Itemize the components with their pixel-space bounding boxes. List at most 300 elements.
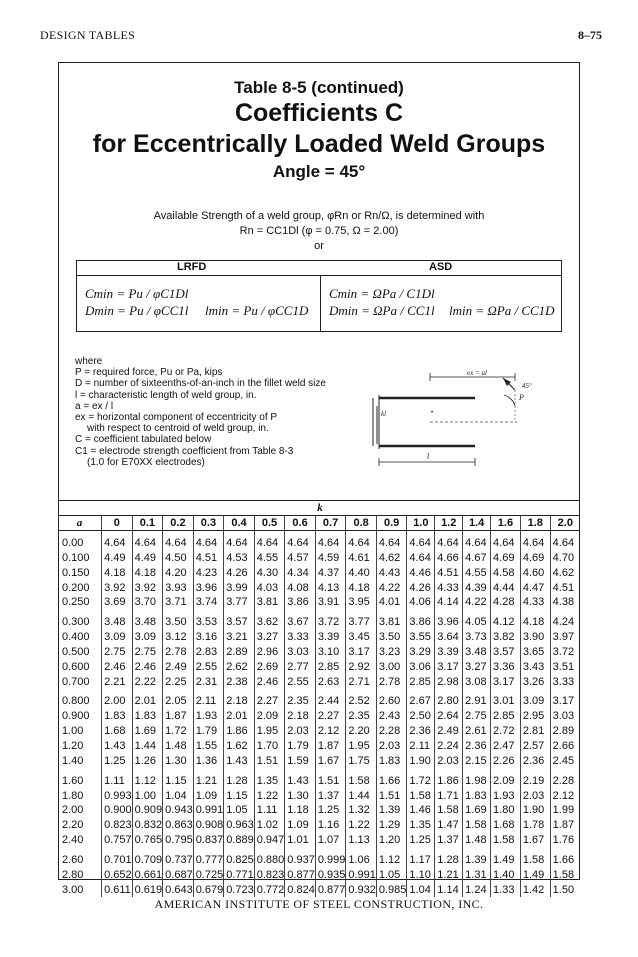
coefficient-cell: 1.04 bbox=[407, 883, 435, 898]
coefficient-cell: 4.38 bbox=[552, 596, 575, 609]
table-row bbox=[58, 551, 580, 566]
coefficient-cell: 1.05 bbox=[224, 803, 255, 818]
coefficient-cell: 3.86 bbox=[407, 615, 435, 630]
coefficient-cell: 1.95 bbox=[346, 739, 377, 754]
lrfd-lmin: lmin = Pu / φCC1D bbox=[205, 303, 309, 318]
coefficient-cell: 2.20 bbox=[346, 724, 377, 739]
coefficient-cell: 3.96 bbox=[435, 615, 463, 630]
coefficient-cell: 4.64 bbox=[102, 536, 133, 551]
coefficient-cell: 2.03 bbox=[285, 724, 316, 739]
coefficient-cell: 1.98 bbox=[463, 774, 491, 789]
coefficient-cell: 1.39 bbox=[463, 853, 491, 868]
a-value: 0.300 bbox=[58, 615, 102, 630]
coefficient-cell: 0.725 bbox=[193, 868, 224, 883]
coefficient-cell: 1.58 bbox=[346, 774, 377, 789]
coefficient-cell: 3.17 bbox=[346, 645, 377, 660]
coefficient-cell: 1.71 bbox=[435, 789, 463, 804]
coefficient-cell: 1.32 bbox=[346, 803, 377, 818]
coefficient-cell: 0.963 bbox=[224, 818, 255, 833]
coefficient-cell: 3.43 bbox=[520, 660, 550, 675]
coefficient-cell: 3.51 bbox=[552, 660, 575, 673]
coefficient-cell: 4.64 bbox=[376, 536, 407, 551]
coefficient-cell: 0.908 bbox=[193, 818, 224, 833]
coefficient-cell: 4.62 bbox=[552, 566, 575, 579]
coefficient-cell: 4.43 bbox=[376, 566, 407, 581]
coefficient-cell: 0.701 bbox=[102, 853, 133, 868]
where-line: l = characteristic length of weld group, in. bbox=[75, 389, 257, 401]
a-value: 2.80 bbox=[58, 868, 102, 883]
coefficient-cell: 4.37 bbox=[315, 566, 346, 581]
coefficient-cell: 2.49 bbox=[435, 724, 463, 739]
coefficient-cell: 0.909 bbox=[132, 803, 163, 818]
coefficient-cell: 1.28 bbox=[435, 853, 463, 868]
coefficient-cell: 4.69 bbox=[520, 551, 550, 566]
asd-label: ASD bbox=[429, 261, 453, 273]
column-header: 1.6 bbox=[491, 516, 521, 531]
coefficient-cell: 3.17 bbox=[435, 660, 463, 675]
coefficient-cell: 1.93 bbox=[491, 789, 521, 804]
ex-label: ex = al bbox=[467, 369, 487, 377]
coefficient-cell: 1.58 bbox=[491, 833, 521, 848]
coefficient-cell: 3.96 bbox=[193, 581, 224, 596]
coefficient-cell: 1.21 bbox=[435, 868, 463, 883]
coefficient-cell: 2.31 bbox=[193, 675, 224, 690]
coefficient-cell: 3.64 bbox=[435, 630, 463, 645]
coefficient-cell: 1.43 bbox=[285, 774, 316, 789]
coefficient-cell: 1.04 bbox=[163, 789, 194, 804]
coefficient-cell: 2.35 bbox=[285, 694, 316, 709]
table-row bbox=[58, 595, 580, 610]
coefficient-cell: 4.18 bbox=[132, 566, 163, 581]
coefficient-cell: 3.17 bbox=[491, 675, 521, 690]
coefficient-cell: 0.889 bbox=[224, 833, 255, 848]
a-value: 2.00 bbox=[58, 803, 102, 818]
coefficient-cell: 2.01 bbox=[224, 709, 255, 724]
coefficient-cell: 3.26 bbox=[520, 675, 550, 690]
l-label: l bbox=[427, 452, 430, 461]
coefficient-cell: 2.05 bbox=[163, 694, 194, 709]
p-label: P bbox=[519, 393, 524, 402]
coefficient-cell: 2.85 bbox=[491, 709, 521, 724]
coefficient-cell: 4.34 bbox=[285, 566, 316, 581]
lrfd-cmin: Cmin = Pu / φC1Dl bbox=[85, 286, 189, 301]
coefficient-cell: 2.27 bbox=[315, 709, 346, 724]
coefficient-cell: 1.86 bbox=[435, 774, 463, 789]
coefficient-cell: 0.993 bbox=[102, 789, 133, 804]
coefficient-cell: 2.36 bbox=[407, 724, 435, 739]
coefficient-cell: 2.57 bbox=[520, 739, 550, 754]
coefficient-cell: 2.63 bbox=[315, 675, 346, 690]
coefficient-cell: 0.863 bbox=[163, 818, 194, 833]
column-header: 0.8 bbox=[346, 516, 377, 531]
coefficient-cell: 1.02 bbox=[254, 818, 285, 833]
a-value: 3.00 bbox=[58, 883, 102, 898]
coefficient-cell: 1.51 bbox=[376, 789, 407, 804]
coefficient-cell: 3.67 bbox=[285, 615, 316, 630]
coefficient-cell: 2.01 bbox=[132, 694, 163, 709]
column-header: 0.9 bbox=[376, 516, 407, 531]
coefficient-cell: 2.75 bbox=[102, 645, 133, 660]
coefficient-cell: 4.14 bbox=[435, 595, 463, 610]
coefficient-cell: 0.877 bbox=[285, 868, 316, 883]
coefficient-cell: 4.20 bbox=[163, 566, 194, 581]
coefficient-cell: 1.25 bbox=[407, 833, 435, 848]
coefficient-cell: 2.69 bbox=[254, 660, 285, 675]
lrfd-dmin: Dmin = Pu / φCC1l bbox=[85, 303, 189, 318]
coefficient-cell: 3.06 bbox=[407, 660, 435, 675]
coefficient-cell: 4.58 bbox=[491, 566, 521, 581]
coefficient-cell: 4.24 bbox=[552, 616, 575, 629]
coefficient-cell: 4.62 bbox=[376, 551, 407, 566]
column-header: 0.6 bbox=[285, 516, 316, 531]
table-row bbox=[58, 724, 580, 739]
coefficient-cell: 1.70 bbox=[254, 739, 285, 754]
coefficient-cell: 0.679 bbox=[193, 883, 224, 898]
coefficient-cell: 1.26 bbox=[132, 754, 163, 769]
coefficient-cell: 0.825 bbox=[224, 853, 255, 868]
coefficient-cell: 3.12 bbox=[163, 630, 194, 645]
coefficient-cell: 3.82 bbox=[491, 630, 521, 645]
coefficient-cell: 1.83 bbox=[132, 709, 163, 724]
coefficient-cell: 1.20 bbox=[376, 833, 407, 848]
coefficient-cell: 3.55 bbox=[407, 630, 435, 645]
coefficient-cell: 3.72 bbox=[315, 615, 346, 630]
coefficient-cell: 2.55 bbox=[285, 675, 316, 690]
coefficient-cell: 0.772 bbox=[254, 883, 285, 898]
coefficient-cell: 0.943 bbox=[163, 803, 194, 818]
coefficient-cell: 2.00 bbox=[102, 694, 133, 709]
lrfd-label: LRFD bbox=[177, 261, 207, 273]
coefficient-cell: 4.64 bbox=[254, 536, 285, 551]
a-value: 0.250 bbox=[58, 595, 102, 610]
coefficient-cell: 1.12 bbox=[376, 853, 407, 868]
coefficient-cell: 3.69 bbox=[102, 595, 133, 610]
coefficient-cell: 2.45 bbox=[552, 754, 575, 767]
coefficient-cell: 3.09 bbox=[102, 630, 133, 645]
k-header: k bbox=[58, 501, 580, 516]
table-row bbox=[58, 789, 580, 804]
coefficient-cell: 1.58 bbox=[520, 853, 550, 868]
coefficient-cell: 4.46 bbox=[407, 566, 435, 581]
coefficient-cell: 4.61 bbox=[346, 551, 377, 566]
coefficient-cell: 1.06 bbox=[346, 853, 377, 868]
coefficient-cell: 1.35 bbox=[254, 774, 285, 789]
coefficient-cell: 1.01 bbox=[285, 833, 316, 848]
intro-or: or bbox=[314, 240, 324, 252]
asd-cmin: Cmin = ΩPa / C1Dl bbox=[329, 286, 435, 301]
coefficient-cell: 2.89 bbox=[552, 725, 575, 738]
coefficient-cell: 2.61 bbox=[463, 724, 491, 739]
coefficient-cell: 1.00 bbox=[132, 789, 163, 804]
coefficient-cell: 1.15 bbox=[163, 774, 194, 789]
coefficient-cell: 2.50 bbox=[407, 709, 435, 724]
coefficient-cell: 3.27 bbox=[463, 660, 491, 675]
column-header-row bbox=[58, 516, 580, 531]
table-angle: Angle = 45° bbox=[272, 162, 366, 181]
coefficient-cell: 2.81 bbox=[520, 724, 550, 739]
coefficient-cell: 4.18 bbox=[520, 615, 550, 630]
coefficient-cell: 3.50 bbox=[376, 630, 407, 645]
coefficient-cell: 2.55 bbox=[193, 660, 224, 675]
coefficient-cell: 2.60 bbox=[376, 694, 407, 709]
coefficient-cell: 3.91 bbox=[315, 595, 346, 610]
coefficient-cell: 1.69 bbox=[463, 803, 491, 818]
coefficient-cell: 2.75 bbox=[463, 709, 491, 724]
coefficient-cell: 4.67 bbox=[463, 551, 491, 566]
coefficient-cell: 4.64 bbox=[463, 536, 491, 551]
coefficient-cell: 2.78 bbox=[163, 645, 194, 660]
coefficient-cell: 4.64 bbox=[552, 537, 575, 549]
a-value: 2.60 bbox=[58, 853, 102, 868]
coefficient-cell: 1.79 bbox=[193, 724, 224, 739]
coefficient-cell: 3.74 bbox=[193, 595, 224, 610]
coefficient-cell: 0.947 bbox=[254, 833, 285, 848]
coefficient-cell: 0.900 bbox=[102, 803, 133, 818]
coefficient-cell: 3.03 bbox=[285, 645, 316, 660]
coefficient-cell: 4.33 bbox=[435, 581, 463, 596]
coefficient-cell: 4.64 bbox=[224, 536, 255, 551]
coefficient-cell: 1.76 bbox=[552, 834, 575, 847]
coefficient-cell: 1.24 bbox=[463, 883, 491, 898]
coefficient-table bbox=[58, 500, 580, 897]
table-row bbox=[58, 536, 580, 551]
coefficient-cell: 4.33 bbox=[520, 595, 550, 610]
a-value: 0.200 bbox=[58, 581, 102, 596]
column-header: 1.2 bbox=[435, 516, 463, 531]
where-line: with respect to centroid of weld group, in. bbox=[87, 423, 269, 435]
table-row bbox=[58, 754, 580, 769]
table-title bbox=[58, 98, 580, 160]
coefficient-cell: 2.22 bbox=[132, 675, 163, 690]
coefficient-cell: 1.67 bbox=[315, 754, 346, 769]
table-row bbox=[58, 868, 580, 883]
coefficient-cell: 4.64 bbox=[491, 536, 521, 551]
coefficient-cell: 0.837 bbox=[193, 833, 224, 848]
a-value: 0.100 bbox=[58, 551, 102, 566]
coefficient-cell: 2.46 bbox=[102, 660, 133, 675]
coefficient-cell: 2.78 bbox=[376, 675, 407, 690]
coefficient-cell: 3.29 bbox=[407, 645, 435, 660]
coefficient-cell: 1.58 bbox=[435, 803, 463, 818]
a-header: a bbox=[58, 516, 102, 531]
column-header: 1.4 bbox=[463, 516, 491, 531]
a-value: 0.600 bbox=[58, 660, 102, 675]
coefficient-cell: 2.75 bbox=[132, 645, 163, 660]
table-row bbox=[58, 660, 580, 675]
coefficient-cell: 3.72 bbox=[552, 645, 575, 658]
coefficient-cell: 2.96 bbox=[254, 645, 285, 660]
coefficient-cell: 4.64 bbox=[132, 536, 163, 551]
coefficient-cell: 1.68 bbox=[491, 818, 521, 833]
coefficient-cell: 1.09 bbox=[285, 818, 316, 833]
coefficient-cell: 0.661 bbox=[132, 868, 163, 883]
coefficient-cell: 3.39 bbox=[315, 630, 346, 645]
coefficient-cell: 1.44 bbox=[132, 739, 163, 754]
coefficient-cell: 0.832 bbox=[132, 818, 163, 833]
a-value: 0.400 bbox=[58, 630, 102, 645]
coefficient-cell: 3.27 bbox=[254, 630, 285, 645]
coefficient-cell: 1.37 bbox=[435, 833, 463, 848]
table-row bbox=[58, 630, 580, 645]
coefficient-cell: 1.44 bbox=[346, 789, 377, 804]
running-header-left: DESIGN TABLES bbox=[40, 28, 136, 42]
coefficient-cell: 3.90 bbox=[520, 630, 550, 645]
coefficient-cell: 3.97 bbox=[552, 631, 575, 644]
coefficient-cell: 1.83 bbox=[463, 789, 491, 804]
coefficient-cell: 2.12 bbox=[552, 789, 575, 802]
coefficient-cell: 2.09 bbox=[491, 774, 521, 789]
coefficient-cell: 3.10 bbox=[315, 645, 346, 660]
coefficient-cell: 3.09 bbox=[520, 694, 550, 709]
coefficient-cell: 2.46 bbox=[132, 660, 163, 675]
weld-group-diagram bbox=[365, 366, 545, 481]
coefficient-cell: 1.49 bbox=[491, 853, 521, 868]
coefficient-cell: 1.95 bbox=[254, 724, 285, 739]
coefficient-cell: 0.823 bbox=[102, 818, 133, 833]
coefficient-cell: 1.30 bbox=[285, 789, 316, 804]
coefficient-cell: 0.765 bbox=[132, 833, 163, 848]
coefficient-cell: 0.795 bbox=[163, 833, 194, 848]
coefficient-cell: 2.24 bbox=[435, 739, 463, 754]
coefficient-cell: 0.619 bbox=[132, 883, 163, 898]
coefficient-cell: 4.01 bbox=[376, 595, 407, 610]
coefficient-cell: 4.55 bbox=[254, 551, 285, 566]
a-value: 0.700 bbox=[58, 675, 102, 690]
coefficient-cell: 1.05 bbox=[376, 868, 407, 883]
table-row bbox=[58, 675, 580, 690]
coefficient-cell: 1.51 bbox=[254, 754, 285, 769]
coefficient-cell: 4.66 bbox=[435, 551, 463, 566]
coefficient-cell: 1.14 bbox=[435, 883, 463, 898]
coefficient-cell: 0.737 bbox=[163, 853, 194, 868]
coefficient-cell: 2.89 bbox=[224, 645, 255, 660]
coefficient-cell: 3.03 bbox=[552, 710, 575, 723]
coefficient-cell: 0.932 bbox=[346, 883, 377, 898]
coefficient-cell: 1.47 bbox=[435, 818, 463, 833]
coefficient-cell: 4.13 bbox=[315, 581, 346, 596]
a-value: 1.80 bbox=[58, 789, 102, 804]
coefficient-cell: 1.31 bbox=[463, 868, 491, 883]
coefficient-cell: 2.46 bbox=[254, 675, 285, 690]
coefficient-cell: 2.18 bbox=[285, 709, 316, 724]
coefficient-cell: 2.72 bbox=[491, 724, 521, 739]
coefficient-cell: 1.40 bbox=[491, 868, 521, 883]
coefficient-cell: 1.09 bbox=[193, 789, 224, 804]
coefficient-cell: 0.985 bbox=[376, 883, 407, 898]
angle-label: 45° bbox=[522, 382, 532, 390]
coefficient-cell: 1.87 bbox=[315, 739, 346, 754]
coefficient-cell: 2.62 bbox=[224, 660, 255, 675]
coefficient-cell: 1.58 bbox=[463, 818, 491, 833]
page-number: 8–75 bbox=[578, 28, 602, 42]
a-value: 1.40 bbox=[58, 754, 102, 769]
coefficient-cell: 4.39 bbox=[463, 581, 491, 596]
where-line: (1.0 for E70XX electrodes) bbox=[87, 456, 205, 468]
coefficient-cell: 3.01 bbox=[491, 694, 521, 709]
coefficient-cell: 4.64 bbox=[163, 536, 194, 551]
coefficient-cell: 1.80 bbox=[491, 803, 521, 818]
coefficient-cell: 4.55 bbox=[463, 566, 491, 581]
coefficient-cell: 1.87 bbox=[163, 709, 194, 724]
coefficient-cell: 3.45 bbox=[346, 630, 377, 645]
table-title-line1: Coefficients C bbox=[234, 99, 404, 127]
a-value: 0.00 bbox=[58, 536, 102, 551]
coefficient-cell: 3.17 bbox=[552, 695, 575, 708]
coefficient-cell: 3.81 bbox=[376, 615, 407, 630]
coefficient-cell: 2.36 bbox=[520, 754, 550, 769]
coefficient-cell: 1.49 bbox=[520, 868, 550, 883]
coefficient-cell: 3.08 bbox=[463, 675, 491, 690]
coefficient-cell: 1.37 bbox=[315, 789, 346, 804]
coefficient-cell: 1.78 bbox=[520, 818, 550, 833]
column-header: 1.8 bbox=[520, 516, 550, 531]
coefficient-cell: 1.48 bbox=[163, 739, 194, 754]
coefficient-cell: 4.53 bbox=[224, 551, 255, 566]
where-line: P = required force, Pu or Pa, kips bbox=[75, 367, 223, 379]
table-row bbox=[58, 709, 580, 724]
a-value: 0.900 bbox=[58, 709, 102, 724]
coefficient-cell: 0.771 bbox=[224, 868, 255, 883]
table-number: Table 8-5 (continued) bbox=[234, 78, 404, 97]
coefficient-cell: 1.42 bbox=[520, 883, 550, 898]
intro-line1: Available Strength of a weld group, φRn or Rn/Ω, is determined with bbox=[153, 210, 485, 222]
coefficient-cell: 2.91 bbox=[463, 694, 491, 709]
coefficient-cell: 4.22 bbox=[376, 581, 407, 596]
coefficient-cell: 2.27 bbox=[254, 694, 285, 709]
where-title: where bbox=[75, 356, 103, 367]
a-value: 0.800 bbox=[58, 694, 102, 709]
coefficient-cell: 2.83 bbox=[193, 645, 224, 660]
table-row bbox=[58, 803, 580, 818]
coefficient-cell: 1.59 bbox=[285, 754, 316, 769]
coefficient-cell: 2.12 bbox=[315, 724, 346, 739]
coefficient-cell: 2.28 bbox=[376, 724, 407, 739]
coefficient-cell: 3.92 bbox=[102, 581, 133, 596]
coefficient-cell: 3.62 bbox=[254, 615, 285, 630]
coefficient-cell: 2.03 bbox=[520, 789, 550, 804]
a-value: 0.500 bbox=[58, 645, 102, 660]
coefficient-cell: 4.47 bbox=[520, 581, 550, 596]
coefficient-cell: 1.18 bbox=[285, 803, 316, 818]
coefficient-cell: 2.92 bbox=[346, 660, 377, 675]
coefficient-cell: 2.36 bbox=[463, 739, 491, 754]
coefficient-cell: 0.709 bbox=[132, 853, 163, 868]
coefficient-cell: 2.21 bbox=[102, 675, 133, 690]
coefficient-cell: 4.64 bbox=[407, 551, 435, 566]
coefficient-cell: 2.35 bbox=[346, 709, 377, 724]
coefficient-cell: 3.71 bbox=[163, 595, 194, 610]
coefficient-cell: 0.880 bbox=[254, 853, 285, 868]
a-value: 1.60 bbox=[58, 774, 102, 789]
coefficient-cell: 4.70 bbox=[552, 551, 575, 564]
coefficient-cell: 1.79 bbox=[285, 739, 316, 754]
coefficient-cell: 1.43 bbox=[224, 754, 255, 769]
coefficient-cell: 1.33 bbox=[491, 883, 521, 898]
coefficient-cell: 2.43 bbox=[376, 709, 407, 724]
coefficient-cell: 3.93 bbox=[163, 581, 194, 596]
coefficient-cell: 1.50 bbox=[552, 883, 575, 896]
asd-dmin: Dmin = ΩPa / CC1l bbox=[329, 303, 435, 318]
coefficient-cell: 2.18 bbox=[224, 694, 255, 709]
column-header: 0.1 bbox=[132, 516, 163, 531]
coefficient-cell: 3.70 bbox=[132, 595, 163, 610]
coefficient-cell: 0.999 bbox=[315, 853, 346, 868]
coefficient-cell: 3.57 bbox=[491, 645, 521, 660]
coefficient-cell: 3.77 bbox=[346, 615, 377, 630]
coefficient-cell: 3.48 bbox=[102, 615, 133, 630]
coefficient-cell: 2.71 bbox=[346, 675, 377, 690]
coefficient-cell: 1.10 bbox=[407, 868, 435, 883]
